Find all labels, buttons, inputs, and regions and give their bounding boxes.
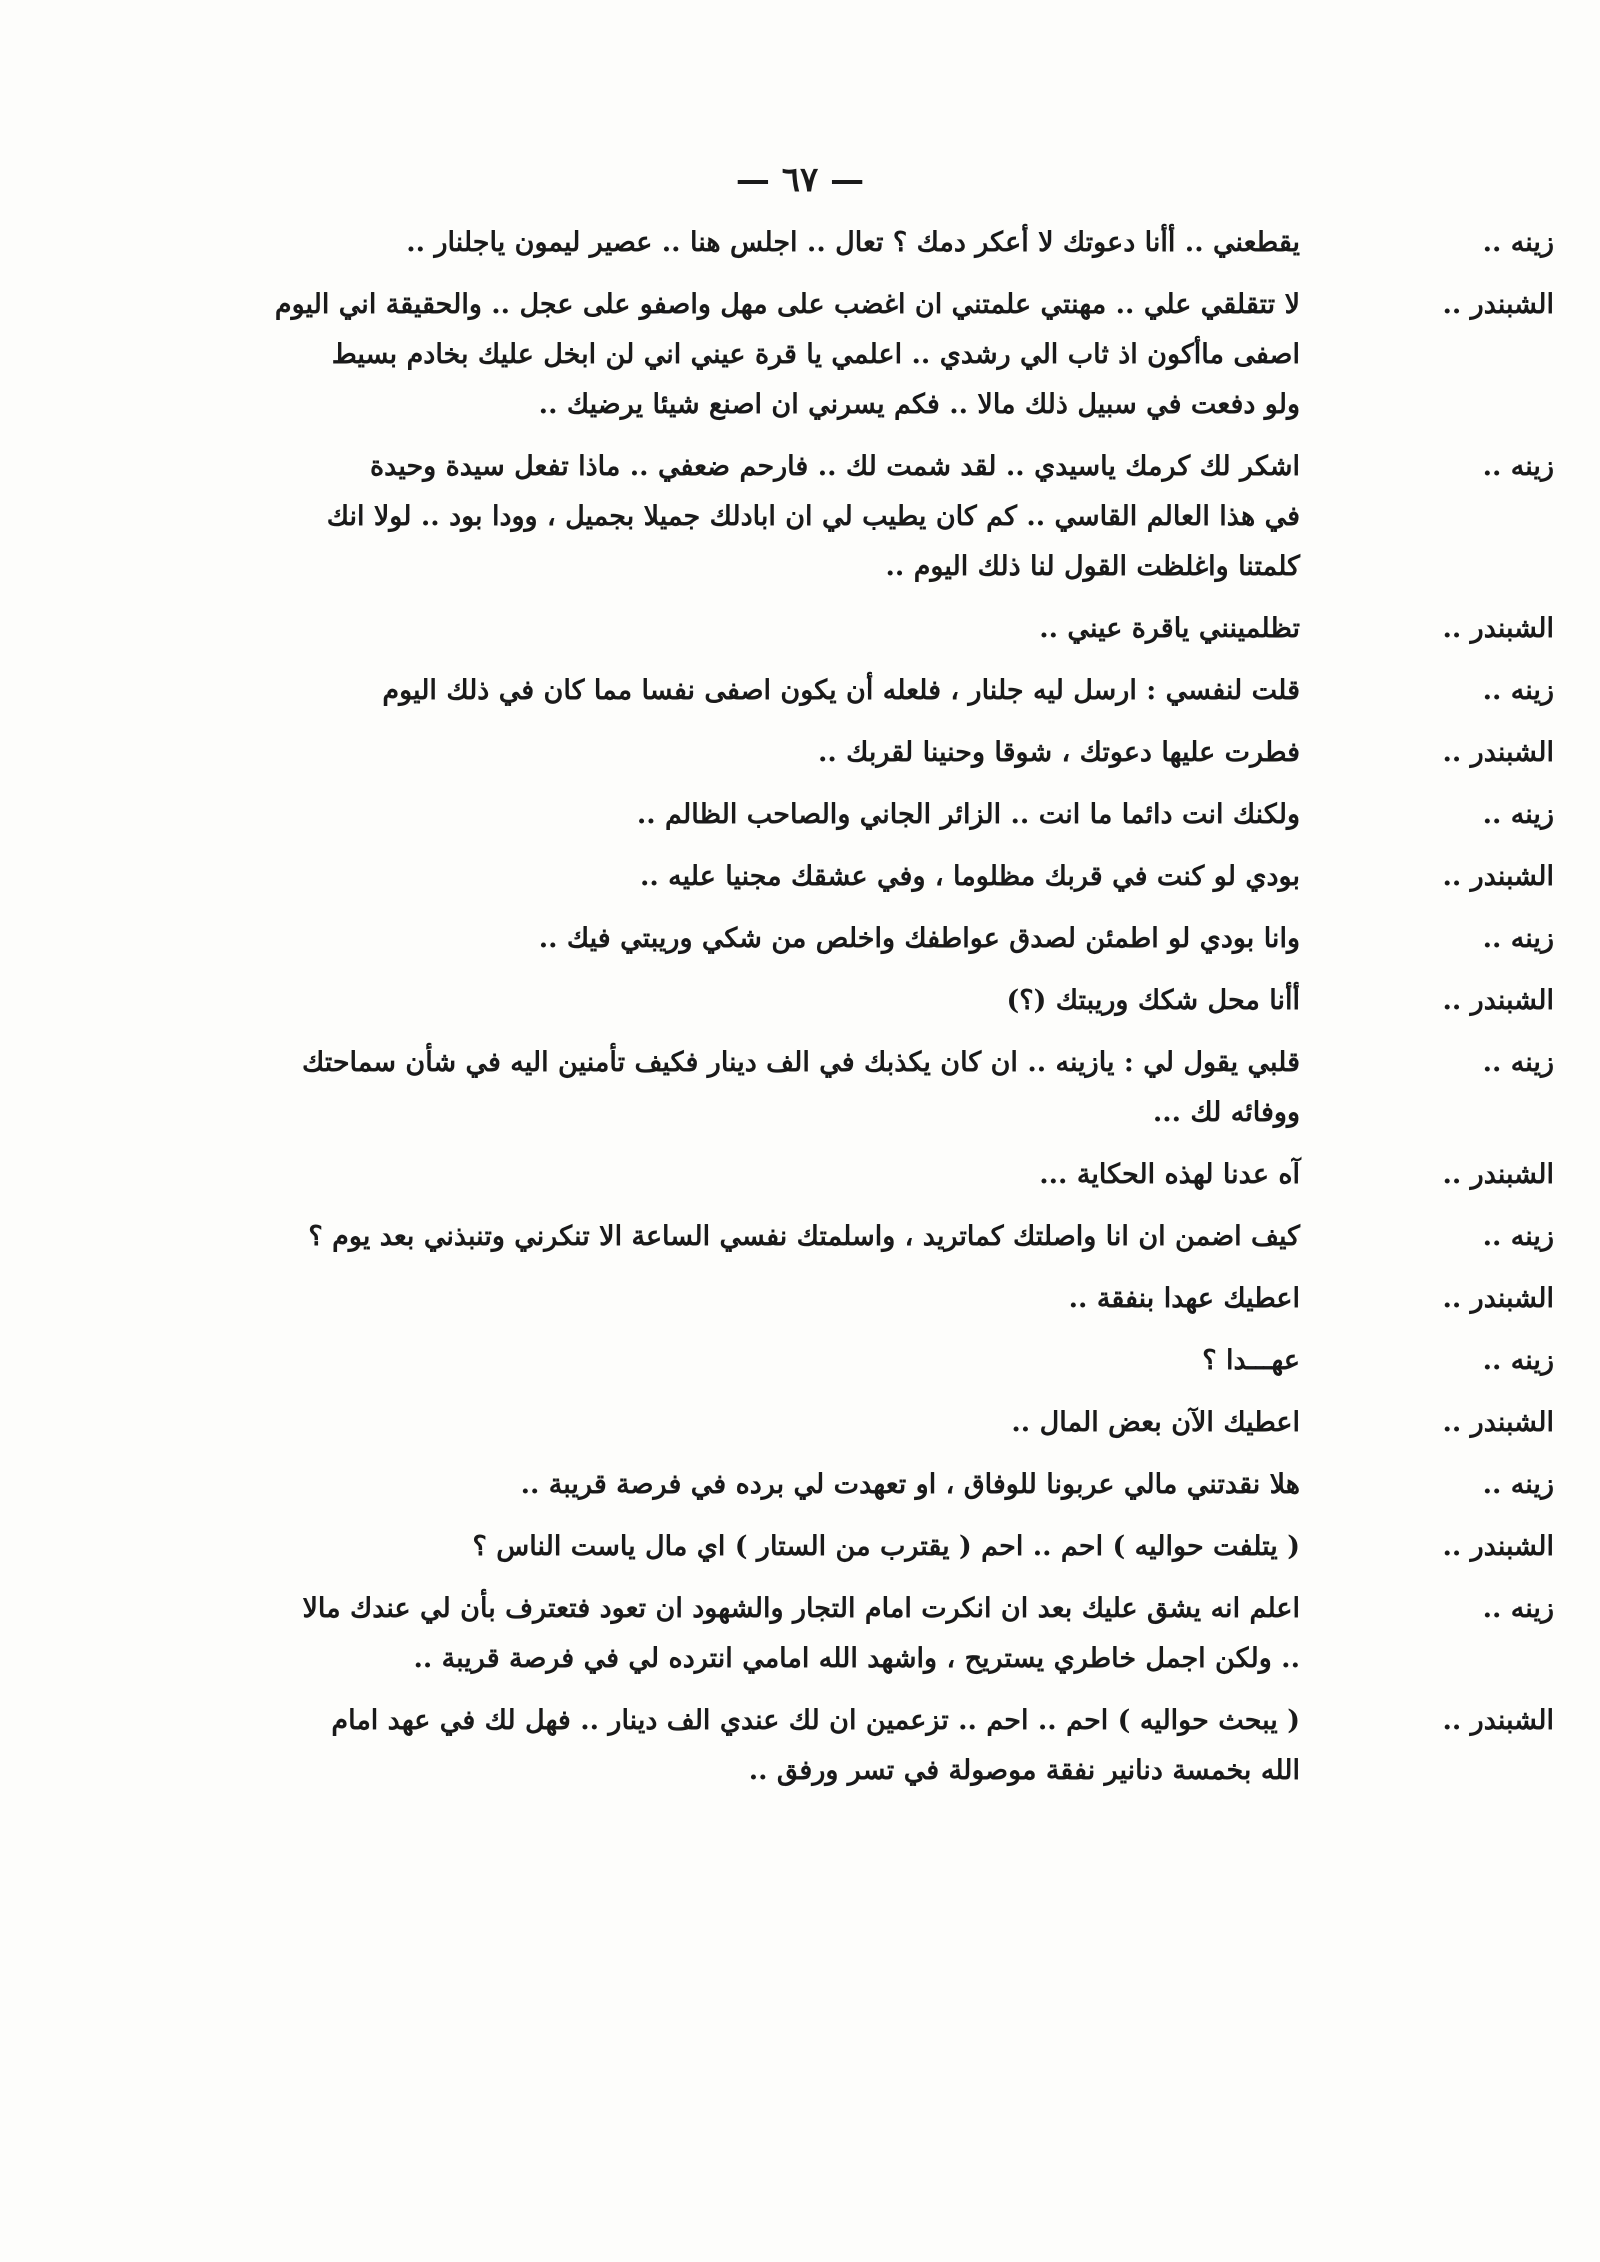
speech-lines [100,280,1360,430]
dialogue-turn [100,1696,1560,1796]
speech-lines [100,1584,1360,1684]
speech-line: أأنا محل شكك وريبتك (؟) [1006,985,1300,1016]
speech-lines [100,728,1360,778]
speaker-name: زينه .. [1482,1593,1554,1624]
speaker-name: زينه .. [1482,799,1554,830]
dialogue-turn [100,604,1560,654]
dialogue-turn [100,1398,1560,1448]
speech-lines [100,1696,1360,1796]
speech-line: ولكنك انت دائما ما انت .. الزائر الجاني والصاحب الظالم .. [636,799,1300,830]
speaker-name: الشبندر .. [1442,1705,1554,1736]
speaker-name: زينه .. [1482,1047,1554,1078]
speech-lines [100,604,1360,654]
dialogue-turn [100,1522,1560,1572]
speech-line: ووفائه لك ... [1152,1097,1300,1128]
speech-line: قلبي يقول لي : يازينه .. ان كان يكذبك في الف دينار فكيف تأمنين اليه في شأن سماحتك [301,1047,1300,1078]
dialogue-turn [100,218,1560,268]
speech-line: آه عدنا لهذه الحكاية ... [1039,1159,1300,1190]
speech-line: لا تتقلقي علي .. مهنتي علمتني ان اغضب على مهل واصفو على عجل .. والحقيقة اني اليوم [274,289,1300,320]
dialogue-turn [100,728,1560,778]
dialogue-turn [100,1274,1560,1324]
speech-lines [100,1336,1360,1386]
speech-line: يقطعني .. أأنا دعوتك لا أعكر دمك ؟ تعال .. اجلس هنا .. عصير ليمون ياجلنار .. [406,227,1300,258]
dialogue-turn [100,666,1560,716]
speaker-name: الشبندر .. [1442,1159,1554,1190]
speech-lines [100,1398,1360,1448]
dialogue-turn [100,1150,1560,1200]
speech-line: الله بخمسة دنانير نفقة موصولة في تسر ورفق .. [748,1755,1300,1786]
speaker-name: زينه .. [1482,1469,1554,1500]
speech-line: وانا بودي لو اطمئن لصدق عواطفك واخلص من شكي وريبتي فيك .. [538,923,1300,954]
speech-line: قلت لنفسي : ارسل ليه جلنار ، فلعله أن يكون اصفى نفسا مما كان في ذلك اليوم [382,675,1300,706]
dialogue-turn [100,1336,1560,1386]
speaker-name: الشبندر .. [1442,1531,1554,1562]
speech-line: اعطيك الآن بعض المال .. [1011,1407,1300,1438]
speech-line: فطرت عليها دعوتك ، شوقا وحنينا لقربك .. [817,737,1300,768]
dialogue-turn [100,280,1560,430]
speaker-name: الشبندر .. [1442,1407,1554,1438]
dialogue-turn [100,976,1560,1026]
speech-lines [100,666,1360,716]
speech-line: .. ولكن اجمل خاطري يستريح ، واشهد الله امامي انترده لي في فرصة قريبة .. [413,1643,1300,1674]
speaker-name: الشبندر .. [1442,1283,1554,1314]
dialogue-turn [100,1584,1560,1684]
speech-lines [100,914,1360,964]
speech-lines [100,976,1360,1026]
dialogue-turn [100,1212,1560,1262]
speaker-name: زينه .. [1482,227,1554,258]
speech-lines [100,1212,1360,1262]
speech-line: ( يتلفت حواليه ) احم .. احم ( يقترب من الستار ) اي مال ياست الناس ؟ [472,1531,1300,1562]
speaker-name: الشبندر .. [1442,289,1554,320]
speaker-name: الشبندر .. [1442,861,1554,892]
speech-line: بودي لو كنت في قربك مظلوما ، وفي عشقك مجنيا عليه .. [639,861,1300,892]
speech-line: اعطيك عهدا بنفقة .. [1068,1283,1300,1314]
speech-line: هلا نقدتني مالي عربونا للوفاق ، او تعهدت لي برده في فرصة قريبة .. [520,1469,1300,1500]
speaker-name: الشبندر .. [1442,985,1554,1016]
speech-line: تظلمينني ياقرة عيني .. [1039,613,1300,644]
speech-line: عهـــدا ؟ [1202,1345,1300,1376]
speech-line: في هذا العالم القاسي .. كم كان يطيب لي ان ابادلك جميلا بجميل ، وودا بود .. لولا انك [326,501,1300,532]
speech-lines [100,790,1360,840]
speaker-name: زينه .. [1482,923,1554,954]
dialogue-turn [100,914,1560,964]
speech-line: اعلم انه يشق عليك بعد ان انكرت امام التجار والشهود ان تعود فتعترف بأن لي عندك مالا [302,1593,1300,1624]
speaker-name: زينه .. [1482,675,1554,706]
speech-lines [100,1274,1360,1324]
speech-lines [100,1150,1360,1200]
speech-line: اشكر لك كرمك ياسيدي .. لقد شمت لك .. فارحم ضعفي .. ماذا تفعل سيدة وحيدة [370,451,1300,482]
speech-lines [100,852,1360,902]
speaker-name: الشبندر .. [1442,737,1554,768]
dialogue-turn [100,1460,1560,1510]
speech-line: ولو دفعت في سبيل ذلك مالا .. فكم يسرني ان اصنع شيئا يرضيك .. [538,389,1300,420]
speech-lines [100,1522,1360,1572]
dialogue-turn [100,790,1560,840]
speech-line: كلمتنا واغلظت القول لنا ذلك اليوم .. [885,551,1300,582]
speech-lines [100,218,1360,268]
speaker-name: زينه .. [1482,1221,1554,1252]
speaker-name: زينه .. [1482,1345,1554,1376]
speech-line: اصفى ماأكون اذ ثاب الي رشدي .. اعلمي يا قرة عيني اني لن ابخل عليك بخادم بسيط [331,339,1300,370]
speech-line: ( يبحث حواليه ) احم .. احم .. تزعمين ان لك عندي الف دينار .. فهل لك في عهد امام [331,1705,1300,1736]
page-number: — ٦٧ — [735,160,865,200]
speaker-name: الشبندر .. [1442,613,1554,644]
speech-lines [100,442,1360,592]
speech-lines [100,1038,1360,1138]
dialogue-turn [100,442,1560,592]
dialogue-turn [100,852,1560,902]
speech-lines [100,1460,1360,1510]
dialogue-turn [100,1038,1560,1138]
speech-line: كيف اضمن ان انا واصلتك كماتريد ، واسلمتك نفسي الساعة الا تنكرني وتنبذني بعد يوم ؟ [308,1221,1300,1252]
speaker-name: زينه .. [1482,451,1554,482]
dialogue-body [100,218,1560,1808]
